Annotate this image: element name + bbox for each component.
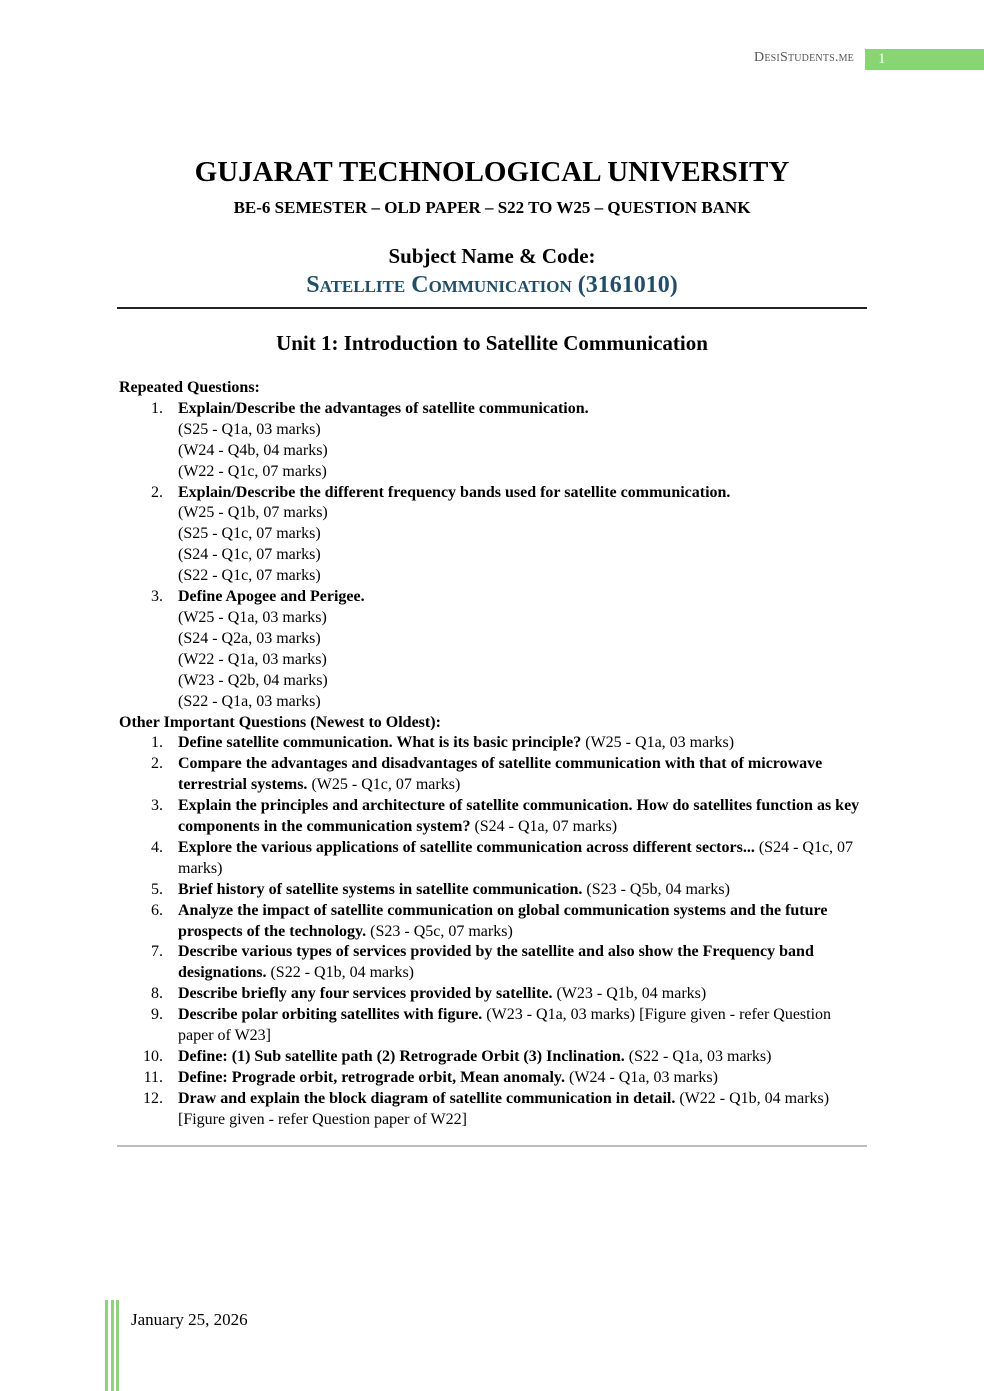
subject-name: Satellite Communication (3161010) bbox=[306, 272, 678, 298]
exam-reference: (S24 - Q1a, 07 marks) bbox=[470, 818, 618, 836]
page-number-tab: 1 bbox=[865, 49, 984, 70]
question-number: 6. bbox=[151, 901, 163, 919]
exam-reference: (S25 - Q1c, 07 marks) bbox=[178, 525, 321, 543]
question-number: 2. bbox=[151, 483, 163, 501]
subject-label: Subject Name & Code: bbox=[388, 244, 596, 268]
question-number: 8. bbox=[151, 985, 163, 1003]
question-text: Define Apogee and Perigee. bbox=[178, 588, 365, 606]
other-question bbox=[119, 880, 869, 901]
question-number: 3. bbox=[151, 797, 163, 815]
question-number: 1. bbox=[151, 734, 163, 752]
question-number: 2. bbox=[151, 755, 163, 773]
repeated-question bbox=[119, 399, 869, 420]
bottom-divider bbox=[117, 1145, 867, 1147]
question-text: Compare the advantages and disadvantages of satellite communication with that of microwave terrestrial systems. bbox=[178, 755, 823, 794]
question-text: Brief history of satellite systems in satellite communication. bbox=[178, 880, 583, 898]
question-text: Explain/Describe the advantages of satellite communication. bbox=[178, 399, 589, 417]
other-question bbox=[119, 984, 869, 1005]
exam-reference: (S25 - Q1a, 03 marks) bbox=[178, 420, 321, 438]
question-text: Explain the principles and architecture of satellite communication. How do satellites function as key components in the communication system? bbox=[178, 797, 860, 836]
exam-reference: (W23 - Q1a, 03 marks) [Figure given - refer Question paper of W23] bbox=[178, 1006, 832, 1045]
exam-reference: (W24 - Q4b, 04 marks) bbox=[178, 441, 328, 459]
question-text: Describe polar orbiting satellites with figure. bbox=[178, 1006, 483, 1024]
exam-reference: (S24 - Q1c, 07 marks) bbox=[178, 838, 854, 877]
question-content bbox=[119, 378, 869, 1131]
paper-subtitle: BE-6 SEMESTER – OLD PAPER – S22 TO W25 – QUESTION BANK bbox=[233, 198, 751, 217]
other-question bbox=[119, 1089, 869, 1131]
question-text: Draw and explain the block diagram of satellite communication in detail. bbox=[178, 1089, 676, 1107]
question-text: Define satellite communication. What is its basic principle? bbox=[178, 734, 582, 752]
question-text: Explain/Describe the different frequency bands used for satellite communication. bbox=[178, 483, 731, 501]
exam-reference: (S22 - Q1a, 03 marks) bbox=[624, 1048, 772, 1065]
other-heading: Other Important Questions (Newest to Oldest): bbox=[119, 713, 441, 731]
exam-reference: (W24 - Q1a, 03 marks) bbox=[565, 1068, 718, 1086]
other-question bbox=[119, 754, 869, 796]
title-divider bbox=[117, 307, 867, 309]
question-number: 9. bbox=[151, 1006, 163, 1024]
question-text: Describe briefly any four services provided by satellite. bbox=[178, 985, 553, 1003]
question-text: Explore the various applications of satellite communication across different sectors... bbox=[178, 838, 755, 856]
repeated-question bbox=[119, 587, 869, 608]
repeated-questions-list bbox=[119, 399, 869, 713]
footer-date: January 25, 2026 bbox=[131, 1310, 248, 1329]
other-question bbox=[119, 1068, 869, 1089]
question-text: Analyze the impact of satellite communication on global communication systems and the future prospects of the technology. bbox=[178, 901, 828, 940]
university-title: GUJARAT TECHNOLOGICAL UNIVERSITY bbox=[194, 156, 790, 188]
repeated-question bbox=[119, 483, 869, 504]
other-question bbox=[119, 733, 869, 754]
question-number: 7. bbox=[151, 943, 163, 961]
question-text: Define: (1) Sub satellite path (2) Retrograde Orbit (3) Inclination. bbox=[178, 1048, 625, 1065]
exam-reference: (S23 - Q5c, 07 marks) bbox=[366, 922, 513, 940]
question-number: 4. bbox=[151, 838, 163, 856]
header-site-name: DesiStudents.me bbox=[754, 50, 854, 65]
exam-reference: (W25 - Q1b, 07 marks) bbox=[178, 504, 328, 522]
exam-reference: (S24 - Q1c, 07 marks) bbox=[178, 546, 321, 564]
question-number: 12. bbox=[143, 1089, 163, 1107]
exam-reference: (S22 - Q1b, 04 marks) bbox=[266, 964, 415, 982]
exam-reference: (S22 - Q1a, 03 marks) bbox=[178, 692, 321, 710]
footer-accent-bars bbox=[105, 1300, 119, 1391]
exam-reference: (W23 - Q1b, 04 marks) bbox=[552, 985, 707, 1003]
other-questions-list bbox=[119, 733, 869, 1130]
other-question bbox=[119, 942, 869, 984]
other-question bbox=[119, 1047, 869, 1068]
exam-reference: (W22 - Q1c, 07 marks) bbox=[178, 462, 327, 480]
exam-reference: (W25 - Q1a, 03 marks) bbox=[178, 608, 327, 626]
exam-reference: (W23 - Q2b, 04 marks) bbox=[178, 671, 328, 689]
exam-reference: (S24 - Q2a, 03 marks) bbox=[178, 629, 321, 647]
exam-reference: (S23 - Q5b, 04 marks) bbox=[582, 880, 730, 898]
repeated-heading: Repeated Questions: bbox=[119, 379, 260, 396]
other-question bbox=[119, 1005, 869, 1047]
unit-title: Unit 1: Introduction to Satellite Communication bbox=[276, 331, 708, 355]
other-question bbox=[119, 838, 869, 880]
question-text: Describe various types of services provided by the satellite and also show the Frequency band designations. bbox=[178, 943, 814, 982]
question-text: Define: Prograde orbit, retrograde orbit, Mean anomaly. bbox=[178, 1068, 566, 1086]
question-number: 11. bbox=[143, 1068, 163, 1086]
other-question bbox=[119, 796, 869, 838]
exam-reference: (W22 - Q1b, 04 marks) [Figure given - refer Question paper of W22] bbox=[178, 1089, 830, 1128]
question-number: 10. bbox=[143, 1048, 163, 1065]
exam-reference: (W25 - Q1a, 03 marks) bbox=[581, 734, 735, 752]
exam-reference: (S22 - Q1c, 07 marks) bbox=[178, 567, 321, 585]
question-number: 3. bbox=[151, 588, 163, 606]
exam-reference: (W22 - Q1a, 03 marks) bbox=[178, 650, 327, 668]
exam-reference: (W25 - Q1c, 07 marks) bbox=[307, 776, 461, 794]
other-question bbox=[119, 901, 869, 943]
question-number: 1. bbox=[151, 399, 163, 417]
question-number: 5. bbox=[151, 880, 163, 898]
